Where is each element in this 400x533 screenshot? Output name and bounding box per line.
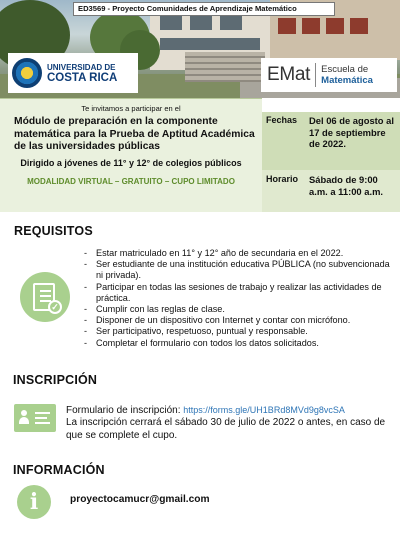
form-label: Formulario de inscripción: — [66, 405, 181, 416]
schedule-table — [262, 98, 400, 212]
list-item: - Estar matriculado en 11° y 12° año de secundaria en el 2022. — [84, 248, 390, 259]
registration-form-link[interactable]: https://forms.gle/UH1BRd8MVd9g8vcSA — [183, 405, 345, 415]
modality-line: MODALIDAD VIRTUAL – GRATUITO – CUPO LIMITADO — [27, 176, 235, 186]
list-item: - Participar en todas las sesiones de trabajo y realizar las actividades de práctica. — [84, 282, 390, 304]
checklist-icon: ✓ — [20, 272, 70, 322]
list-item: - Ser participativo, respetuoso, puntual y responsable. — [84, 326, 390, 337]
registration-heading: INSCRIPCIÓN — [13, 373, 98, 387]
course-title: Módulo de preparación en la componente matemática para la Prueba de Aptitud Académica de las universidades públicas — [14, 116, 255, 152]
emat-logo — [261, 58, 397, 92]
requirements-heading: REQUISITOS — [14, 224, 93, 238]
ucr-logo-line1: UNIVERSIDAD DE — [47, 63, 116, 72]
course-code-banner: ED3569 - Proyecto Comunidades de Aprendizaje Matemático — [73, 2, 335, 16]
ucr-logo — [8, 53, 138, 93]
emat-school-line1: Escuela de — [321, 64, 369, 75]
list-item: - Cumplir con las reglas de clase. — [84, 304, 390, 315]
dates-value: Del 06 de agosto al 17 de septiembre de 2022. — [309, 115, 394, 149]
invitation-intro: Te invitamos a participar en el — [81, 104, 181, 113]
contact-email[interactable]: proyectocamucr@gmail.com — [70, 494, 210, 505]
closing-note: La inscripción cerrará el sábado 30 de julio de 2022 o antes, en caso de que se complete el cupo. — [66, 417, 386, 441]
invitation-panel — [0, 98, 262, 212]
list-item: - Disponer de un dispositivo con Internet y contar con micrófono. — [84, 315, 390, 326]
time-value: Sábado de 9:00 a.m. a 11:00 a.m. — [309, 174, 384, 197]
emat-school-line2: Matemática — [321, 75, 373, 86]
time-label: Horario — [266, 174, 299, 184]
requirements-list — [84, 248, 390, 349]
id-card-icon — [14, 404, 56, 432]
emat-logo-mark: EMat — [267, 64, 311, 85]
schedule-row-dates — [262, 112, 400, 170]
ucr-logo-line2: COSTA RICA — [47, 72, 118, 84]
schedule-row-time — [262, 170, 400, 212]
list-item: - Ser estudiante de una institución educativa PÚBLICA (no subvencionada ni privada). — [84, 259, 390, 281]
info-icon: i — [17, 485, 51, 519]
list-item: - Completar el formulario con todos los datos solicitados. — [84, 338, 390, 349]
information-heading: INFORMACIÓN — [13, 463, 105, 477]
ucr-seal-icon — [12, 58, 42, 88]
registration-details — [66, 404, 394, 442]
campus-photo — [0, 0, 400, 98]
dates-label: Fechas — [266, 115, 298, 125]
target-audience: Dirigido a jóvenes de 11° y 12° de colegios públicos — [20, 157, 242, 168]
